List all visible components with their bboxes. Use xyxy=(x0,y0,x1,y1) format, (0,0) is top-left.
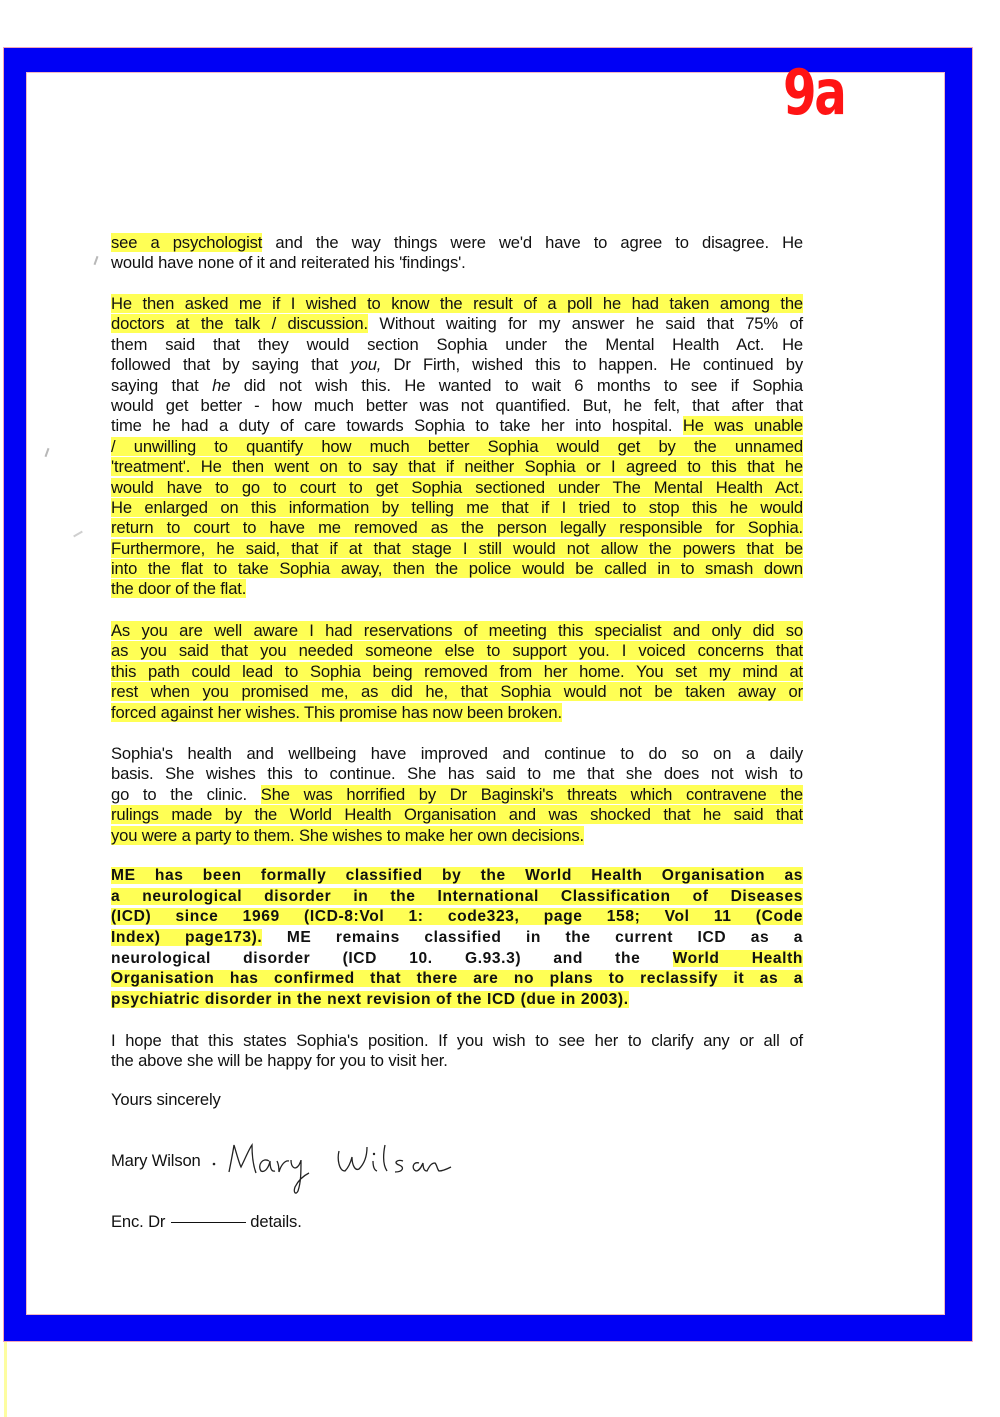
text-run: he xyxy=(212,375,231,395)
text-line xyxy=(111,518,803,538)
highlighted-text: see a psychologist xyxy=(111,233,263,252)
text-line xyxy=(111,641,803,661)
text-line xyxy=(111,335,803,355)
highlighted-text: into the flat to take Sophia away, then the police would be called in to smash down xyxy=(111,559,803,579)
text-line xyxy=(111,1031,803,1051)
highlighted-text: He was unable xyxy=(682,416,803,436)
text-line xyxy=(111,990,803,1011)
enclosure-line xyxy=(111,1212,302,1232)
text-line xyxy=(111,826,803,846)
margin-highlight-mark xyxy=(4,1342,7,1417)
text-line xyxy=(111,682,803,702)
highlighted-text: as you said that you needed someone else to support you. I voiced concerns that xyxy=(111,641,803,661)
text-run: Sophia's health and wellbeing have improved and continue to do so on a daily xyxy=(111,744,803,763)
text-line xyxy=(111,233,803,253)
highlighted-text: rest when you promised me, as did he, that Sophia would not be taken away or xyxy=(111,682,803,702)
highlighted-text: Index) page173). xyxy=(111,929,263,947)
text-run: neurological disorder (ICD 10. G.93.3) and the xyxy=(111,949,673,967)
text-line xyxy=(111,539,803,559)
enclosure-suffix: details. xyxy=(250,1212,302,1231)
highlighted-text: World Health xyxy=(672,949,803,967)
highlighted-text: ME has been formally classified by the World Health Organisation as xyxy=(111,867,803,884)
text-run: go to the clinic. xyxy=(111,784,261,804)
text-line xyxy=(111,355,803,375)
text-line xyxy=(111,969,803,990)
highlighted-text: you were a party to them. She wishes to make her own decisions. xyxy=(111,825,584,845)
text-line xyxy=(111,949,803,970)
highlighted-text: He then asked me if I wished to know the result of a poll he had taken among the xyxy=(111,294,803,313)
text-line xyxy=(111,396,803,416)
highlighted-text: a neurological disorder in the International Classification of Diseases xyxy=(111,887,803,905)
highlighted-text: As you are well aware I had reservations of meeting this specialist and only did so xyxy=(111,621,803,640)
text-run: saying that xyxy=(111,375,213,395)
highlighted-text: Organisation has confirmed that there are no plans to reclassify it as a xyxy=(111,970,803,988)
highlighted-text: psychiatric disorder in the next revision of the ICD (due in 2003). xyxy=(111,991,629,1009)
text-line xyxy=(111,805,803,825)
text-run: Dr Firth, wished this to happen. He continued by xyxy=(381,355,803,375)
paragraph-poll xyxy=(111,294,803,600)
text-run: and the way things were we'd have to agree to disagree. He xyxy=(262,233,803,252)
paragraph-icd-classification xyxy=(111,866,803,1011)
text-run: you, xyxy=(350,355,382,375)
handwritten-signature xyxy=(199,1127,459,1197)
highlighted-text: forced against her wishes. This promise has now been broken. xyxy=(111,702,562,722)
highlighted-text: She was horrified by Dr Baginski's threats which contravene the xyxy=(260,784,803,804)
text-line xyxy=(111,376,803,396)
text-line xyxy=(111,764,803,784)
text-run: I hope that this states Sophia's position. If you wish to see her to clarify any or all of xyxy=(111,1031,803,1050)
highlighted-text: 'treatment'. He then went on to say that if neither Sophia or I agreed to this that he xyxy=(111,457,803,477)
text-line xyxy=(111,478,803,498)
text-line xyxy=(111,785,803,805)
text-line xyxy=(111,866,803,887)
text-run: time he had a duty of care towards Sophia to take her into hospital. xyxy=(111,416,683,436)
highlighted-text: doctors at the talk / discussion. xyxy=(111,314,368,334)
paragraph-closing-remarks xyxy=(111,1031,803,1072)
highlighted-text: / unwilling to quantify how much better Sophia would get by the unnamed xyxy=(111,436,803,456)
text-line xyxy=(111,928,803,949)
text-line xyxy=(111,314,803,334)
text-run: basis. She wishes this to continue. She has said to me that she does not wish to xyxy=(111,764,803,784)
text-run: them said that they would section Sophia under the Mental Health Act. He xyxy=(111,334,803,354)
text-line xyxy=(111,744,803,764)
text-line xyxy=(111,498,803,518)
blank-rule xyxy=(171,1222,246,1223)
highlighted-text: Furthermore, he said, that if at that stage I still would not allow the powers that be xyxy=(111,538,803,558)
highlighted-text: He enlarged on this information by telling me that if I tried to stop this he would xyxy=(111,497,803,517)
text-line xyxy=(111,253,803,273)
text-line xyxy=(111,887,803,908)
highlighted-text: the door of the flat. xyxy=(111,579,247,599)
text-line xyxy=(111,662,803,682)
paragraph-sophia-health xyxy=(111,744,803,846)
highlighted-text: (ICD) since 1969 (ICD-8:Vol 1: code323, page 158; Vol 11 (Code xyxy=(111,908,803,926)
text-line xyxy=(111,294,803,314)
text-line xyxy=(111,621,803,641)
text-run: Without waiting for my answer he said that 75% of xyxy=(367,314,803,334)
text-line xyxy=(111,1051,803,1071)
sender-name: Mary Wilson xyxy=(111,1151,201,1170)
text-run: would have none of it and reiterated his 'findings'. xyxy=(111,253,466,273)
text-run: the above she will be happy for you to visit her. xyxy=(111,1051,448,1071)
highlighted-text: return to court to have me removed as the person legally responsible for Sophia. xyxy=(111,518,803,538)
paragraph-reservations xyxy=(111,621,803,723)
enclosure-prefix: Enc. Dr xyxy=(111,1212,166,1231)
text-line xyxy=(111,437,803,457)
text-line xyxy=(111,907,803,928)
text-line xyxy=(111,703,803,723)
text-run: ME remains classified in the current ICD as a xyxy=(262,929,803,947)
text-run: would get better - how much better was not quantified. But, he felt, that after that xyxy=(111,395,803,415)
closing-salutation: Yours sincerely xyxy=(111,1090,221,1109)
paragraph-psychologist xyxy=(111,233,803,274)
text-line xyxy=(111,559,803,579)
text-line xyxy=(111,457,803,477)
text-run: followed that by saying that xyxy=(111,355,351,375)
highlighted-text: this path could lead to Sophia being removed from her home. You set my mind at xyxy=(111,661,803,681)
handwritten-page-number: 9a xyxy=(783,56,845,129)
text-line xyxy=(111,579,803,599)
highlighted-text: would have to go to court to get Sophia sectioned under The Mental Health Act. xyxy=(111,477,803,497)
highlighted-text: rulings made by the World Health Organisation and was shocked that he said that xyxy=(111,805,803,825)
text-line xyxy=(111,416,803,436)
text-run: did not wish this. He wanted to wait 6 months to see if Sophia xyxy=(230,375,803,395)
